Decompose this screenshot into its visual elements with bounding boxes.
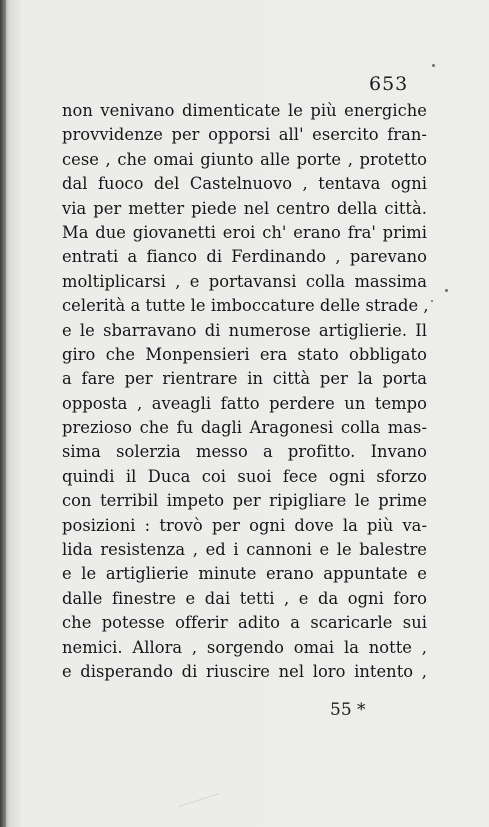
text-line: entrati a fianco di Ferdinando , parevano [62,247,427,267]
text-line: opposta , aveagli fatto perdere un tempo [62,393,427,413]
page-spine-edge [0,0,6,827]
text-line: moltiplicarsi , e portavansi colla massima [62,271,427,291]
text-line: e disperando di riuscire nel loro intento , [62,661,427,681]
paper-speck [432,64,435,67]
text-line: e le sbarravano di numerose artiglierie. Il [62,320,427,340]
text-line: nemici. Allora , sorgendo omai la notte , [62,637,427,657]
text-line: Ma due giovanetti eroi ch' erano fra' primi [62,222,427,242]
text-line: via per metter piede nel centro della città. [62,198,427,218]
text-line: quindi il Duca coi suoi fece ogni sforzo [62,466,427,486]
text-line: celerità a tutte le imboccature delle strade , [62,296,429,316]
text-line: posizioni : trovò per ogni dove la più va- [62,515,427,535]
faint-paper-mark [173,776,219,807]
text-line: che potesse offerir adito a scaricarle sui [62,613,427,633]
body-text [62,99,427,684]
text-line: con terribil impeto per ripigliare le prime [62,491,427,511]
text-line: a fare per rientrare in città per la porta [62,369,427,389]
paper-speck [445,289,448,292]
text-line: prezioso che fu dagli Aragonesi colla mas- [62,418,427,438]
text-line: sima solerzia messo a profitto. Invano [62,442,427,462]
text-line: non venivano dimenticate le più energiche [62,101,427,120]
text-line: e le artiglierie minute erano appuntate e [62,564,427,584]
paper-speck [431,300,433,302]
text-line: lida resistenza , ed i cannoni e le balestre [62,540,427,560]
text-line: dalle finestre e dai tetti , e da ogni foro [62,588,427,608]
text-line: giro che Monpensieri era stato obbligato [62,344,427,364]
text-line: provvidenze per opporsi all' esercito fran- [62,125,427,145]
text-line: dal fuoco del Castelnuovo , tentava ogni [62,174,427,194]
text-line: cese , che omai giunto alle porte , protetto [62,149,427,169]
printer-signature-mark: 55 * [330,700,366,720]
page-number: 653 [369,73,409,95]
